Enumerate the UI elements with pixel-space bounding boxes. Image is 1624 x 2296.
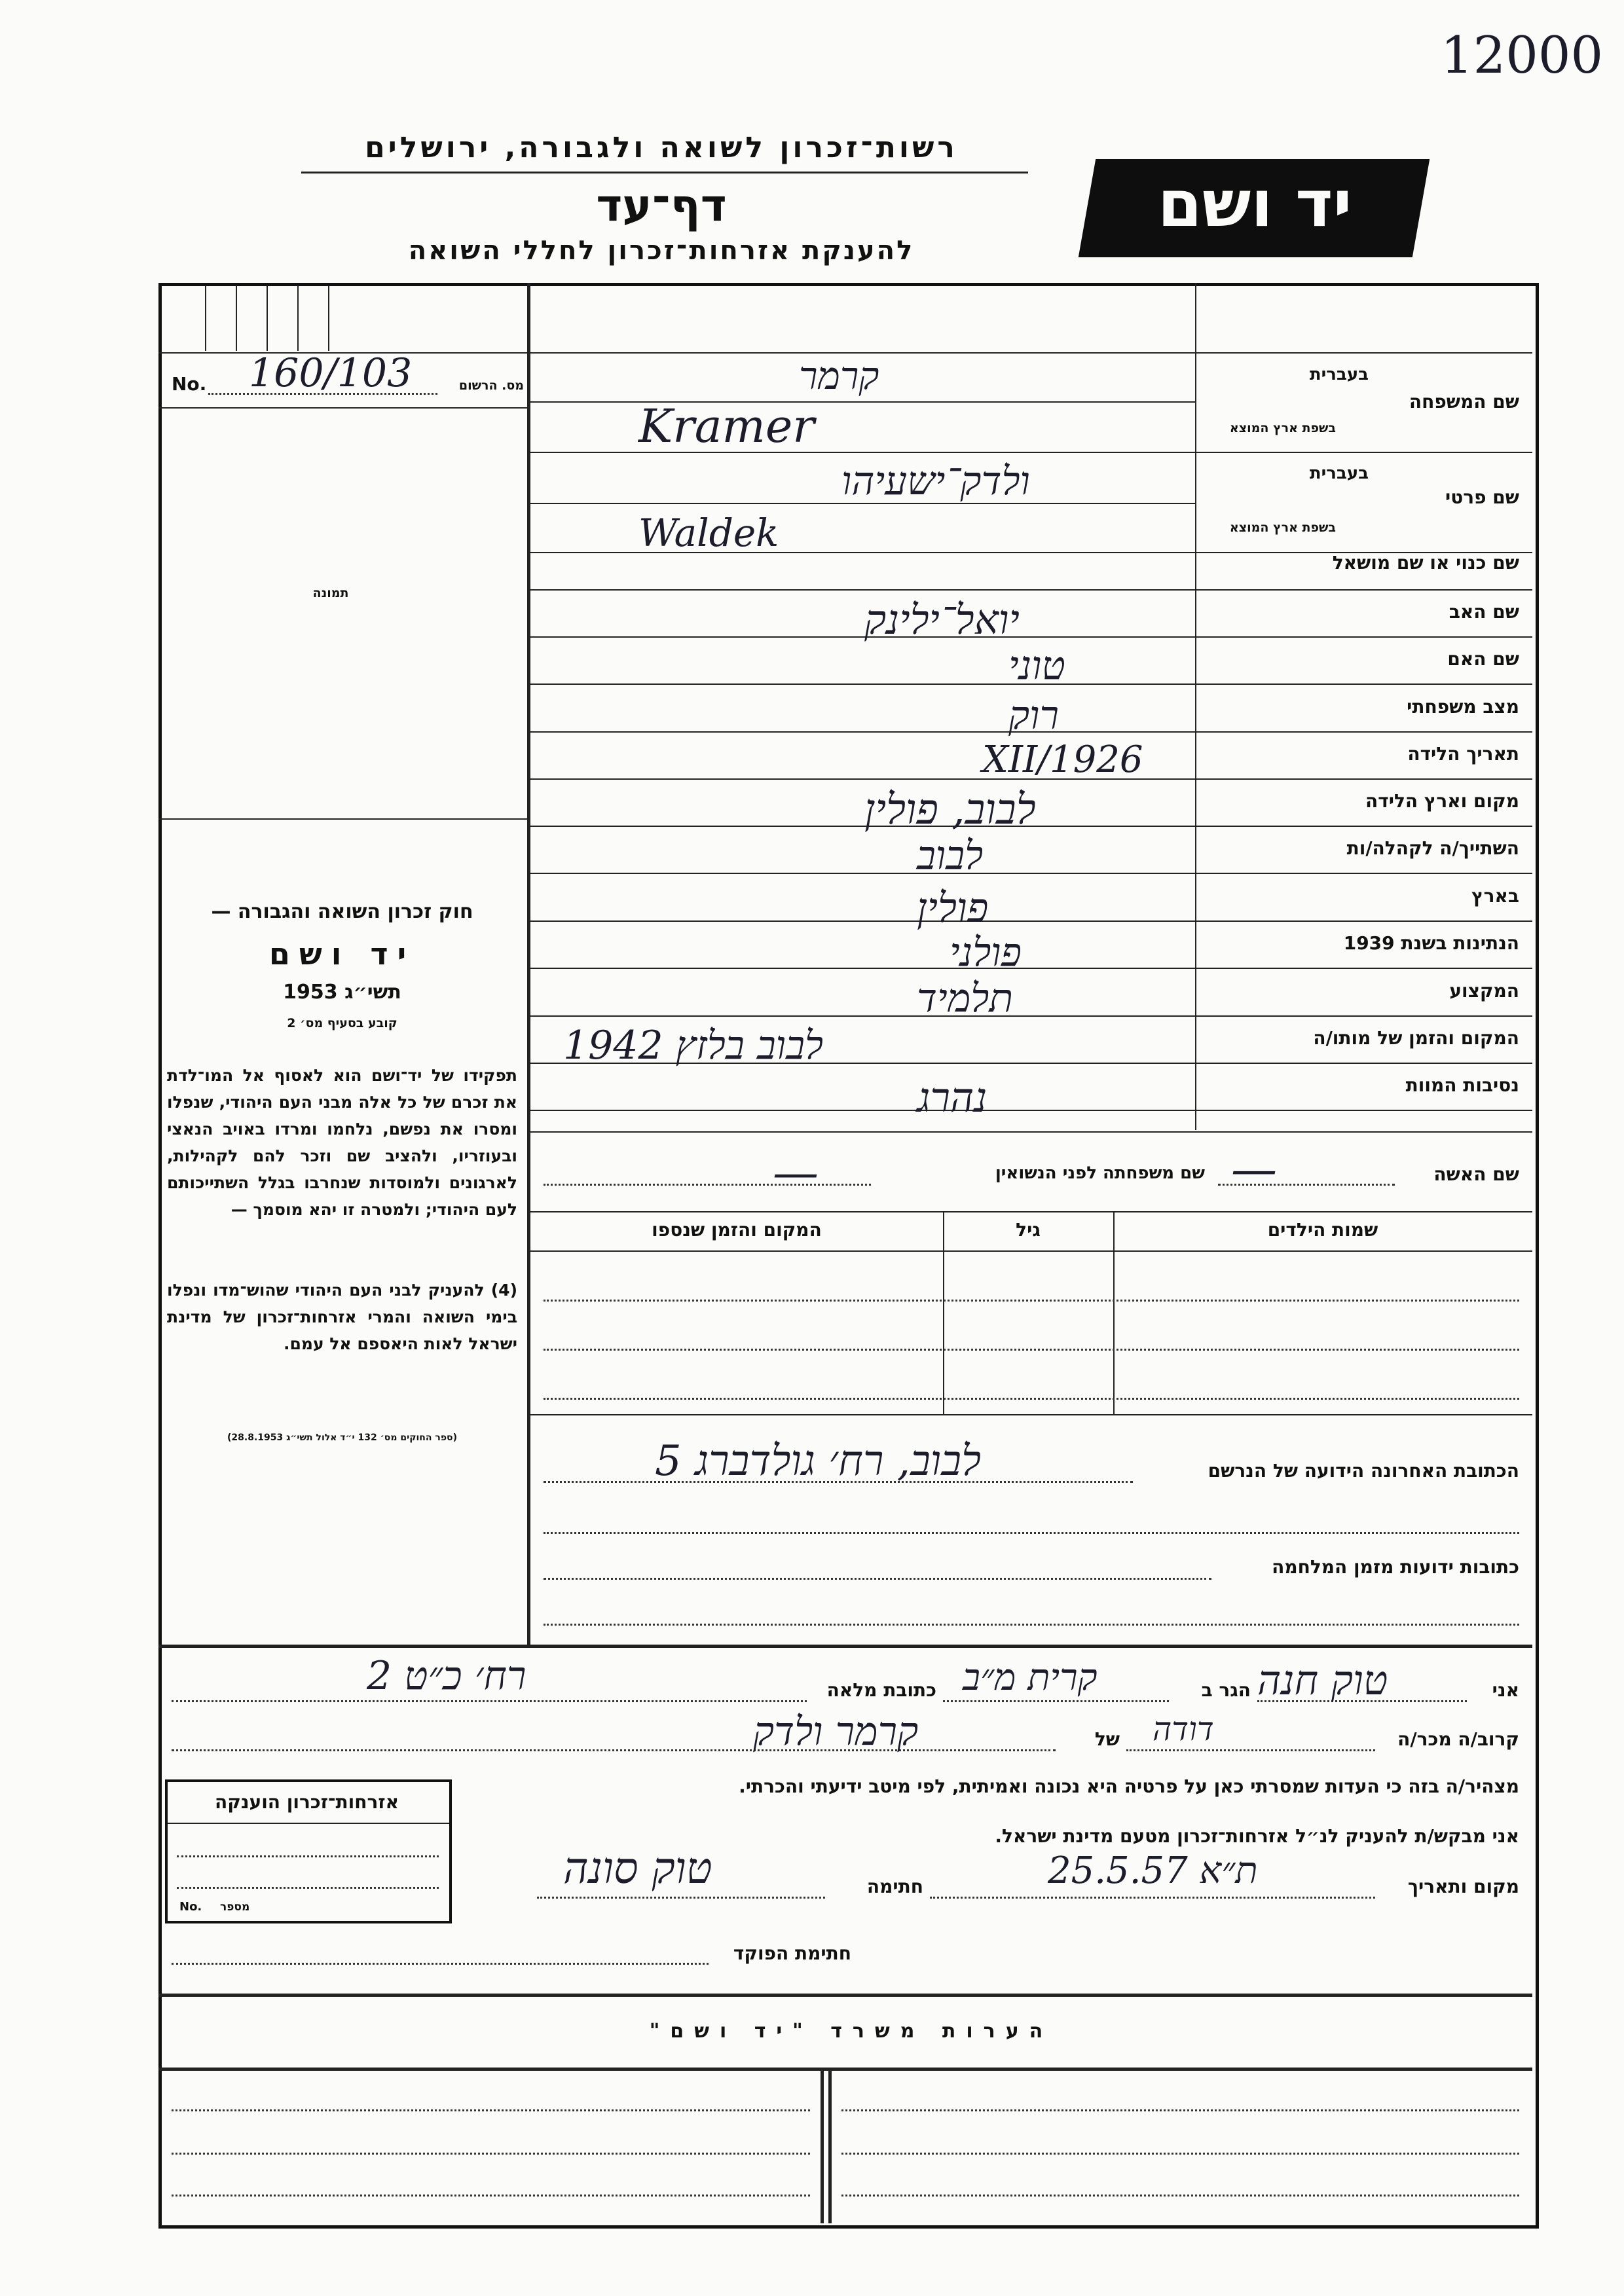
remarks-row-5: [841, 2153, 1519, 2155]
row-line-6: [528, 636, 1532, 638]
wife-label: שם האשה: [1433, 1163, 1519, 1185]
row-line-16: [528, 1110, 1532, 1111]
wife-value: —: [1231, 1142, 1277, 1196]
reg-number-underline: [158, 407, 527, 409]
resident-value: קרית מ״ב: [963, 1656, 1098, 1699]
surname-origin-value: Kramer: [638, 399, 815, 453]
mother-label: שם האם: [1447, 648, 1519, 670]
relative-label: קרוב/ה מכר/ה: [1397, 1728, 1519, 1750]
law-paragraph-2: (4) להעניק לבני העם היהודי שהוש־מדו ונפלו בימי השואה והמרי אזרחות־זכרון של מדינת ישראל לאות היאספם אל עמם.: [167, 1281, 517, 1353]
marital-status-value: רוק: [1008, 693, 1059, 738]
surname-label: שם המשפחה: [1409, 391, 1519, 412]
marital-status-label: מצב משפחתי: [1407, 696, 1519, 718]
death-circumstances-label: נסיבות המוות: [1405, 1074, 1519, 1096]
place-date-value: ת״א 25.5.57: [1048, 1850, 1258, 1892]
community-value: לבוב: [917, 833, 984, 879]
row-line-11: [528, 873, 1532, 874]
father-label: שם האב: [1449, 601, 1519, 623]
last-address-dots-2: [544, 1532, 1519, 1534]
grant-box-number-label: מספר: [220, 1901, 250, 1914]
surname-hebrew-value: קרמר: [799, 354, 879, 398]
firstname-hebrew-value: ולדק־ישעיהו: [841, 458, 1030, 504]
remarks-row-1: [172, 2109, 810, 2111]
children-names-header: שמות הילדים: [1267, 1219, 1378, 1241]
law-citation: (ספר החוקים מס׳ 132 י״ד אלול תשי״ג 28.8.1953): [227, 1432, 457, 1443]
wife-maiden-label: שם משפחתה לפני הנשואין: [995, 1163, 1205, 1183]
children-header-line: [528, 1250, 1532, 1252]
father-value: יואל־ילינק: [864, 596, 1020, 644]
children-col-divider-2: [1113, 1211, 1115, 1414]
remarks-top-line: [158, 1994, 1532, 1997]
reg-number-value: 160/103: [249, 350, 413, 396]
declarant-value: טוק חנה: [1257, 1656, 1388, 1704]
law-paragraph-1: תפקידו של יד־ושם הוא לאסוף אל המו־לדת את זכרם של כל אלה מבני העם היהודי, שנפלו ומסרו את נפשם, נלחמו ומרדו באויב הנאצי ובעוזריו, ולהציב שם וזכר להם לקהילות, לארגונים ולמוסדות שנחרבו בגלל השתייכותם לעם היהודי; ולמטרה זו יהא מוסמך —: [167, 1066, 517, 1219]
reg-number-label: מס. הרשום: [458, 378, 524, 393]
birth-place-label: מקום וארץ הלידה: [1365, 790, 1519, 812]
remarks-row-4: [841, 2109, 1519, 2111]
children-place-header: המקום והזמן שנספו: [652, 1219, 822, 1241]
firstname-origin-value: Waldek: [638, 511, 779, 555]
officer-signature-dots: [172, 1963, 709, 1965]
form-frame: [158, 283, 1539, 2229]
law-year: תשי״ג 1953: [283, 981, 401, 1004]
declaration-statement-2: אני מבקש/ת להעניק לנ״ל אזרחות־זכרון מטעם מדינת ישראל.: [995, 1825, 1519, 1847]
reg-box-2: [236, 285, 237, 351]
label-column-divider: [1195, 352, 1196, 1130]
law-name: יד ושם: [268, 936, 416, 972]
office-remarks-title: הערות משרד "יד ושם": [649, 2020, 1054, 2043]
community-label: השתייך/ה לקהלה/ות: [1346, 837, 1519, 859]
children-age-header: גיל: [1016, 1219, 1041, 1241]
signature-value: טוק סונה: [563, 1843, 712, 1893]
remarks-header-line: [158, 2068, 1532, 2071]
row-line-1: [528, 401, 1195, 403]
remarks-divider-a: [821, 2068, 824, 2223]
remarks-row-3: [172, 2195, 810, 2196]
relative-dots: [1126, 1749, 1375, 1751]
birth-place-value: לבוב, פולין: [864, 786, 1036, 834]
photo-label: תמונה: [312, 586, 349, 600]
grant-box-row-2: [177, 1887, 439, 1889]
place-date-label: מקום ותאריך: [1407, 1876, 1519, 1897]
country-label: בארץ: [1471, 885, 1519, 907]
yad-vashem-logo: [1079, 159, 1430, 257]
firstname-sub-hebrew: בעברית: [1309, 464, 1369, 483]
children-col-divider-1: [943, 1211, 944, 1414]
war-addresses-dots: [544, 1578, 1211, 1580]
row-line-14: [528, 1015, 1532, 1017]
children-row-1: [544, 1300, 1519, 1302]
place-date-dots: [930, 1897, 1375, 1899]
row-line-12: [528, 920, 1532, 922]
address-value: רח׳ כ״ט 2: [367, 1653, 526, 1699]
death-place-value: 1942 לבוב בלזץ: [563, 1023, 824, 1068]
birth-date-label: תאריך הלידה: [1407, 743, 1519, 765]
photo-bottom-line: [158, 818, 527, 820]
surname-sub-origin: בשפת ארץ המוצא: [1229, 421, 1336, 435]
wife-maiden-dots: [544, 1184, 871, 1186]
last-address-label: הכתובת האחרונה הידועה של הנרשם: [1208, 1460, 1519, 1482]
authority-underline: [301, 172, 1028, 173]
firstname-label: שם פרטי: [1445, 486, 1519, 508]
declaration-top-line: [158, 1645, 1532, 1648]
firstname-sub-origin: בשפת ארץ המוצא: [1229, 520, 1336, 535]
declaration-statement-1: מצהיר/ה בזה כי העדות שמסרתי כאן על פרטיה היא נכונה ואמיתית, לפי מיטב ידיעתי והכרתי.: [739, 1776, 1519, 1797]
address-label: כתובת מלאה: [826, 1679, 936, 1701]
war-addresses-dots-2: [544, 1624, 1519, 1626]
row-line-17: [528, 1131, 1532, 1133]
signature-dots: [537, 1897, 825, 1899]
remarks-row-6: [841, 2195, 1519, 2196]
remarks-divider-b: [828, 2068, 832, 2223]
of-label: של: [1094, 1728, 1120, 1750]
no-label: No.: [172, 373, 207, 395]
death-place-label: המקום והזמן של מותו/ה: [1313, 1027, 1519, 1049]
reg-box-5: [328, 285, 329, 351]
children-table-top: [528, 1211, 1532, 1212]
law-section: קובע בסעיף מס׳ 2: [287, 1016, 397, 1030]
form-subtitle: להענקת אזרחות־זכרון לחללי השואה: [408, 236, 915, 266]
reg-box-3: [267, 285, 268, 351]
address-dots: [172, 1700, 807, 1702]
declarant-label: אני: [1492, 1679, 1519, 1701]
resident-label: הגר ב: [1201, 1679, 1251, 1701]
mother-value: טוני: [1008, 643, 1065, 689]
archive-number: 12000: [1441, 26, 1604, 85]
wife-maiden-value: —: [773, 1146, 819, 1199]
grant-box-row-1: [177, 1855, 439, 1857]
top-box-divider: [1195, 283, 1196, 354]
last-address-value: לבוב, רח׳ גולדברג 5: [655, 1437, 982, 1485]
of-value: קרמר ולדק: [753, 1709, 919, 1755]
birth-date-value: XII/1926: [982, 738, 1143, 781]
resident-dots: [943, 1700, 1169, 1702]
reg-box-4: [297, 285, 299, 351]
signature-label: חתימה: [866, 1876, 923, 1897]
row-line-13: [528, 968, 1532, 969]
war-addresses-label: כתובות ידועות מזמן המלחמה: [1272, 1556, 1519, 1578]
relative-value: דודה: [1153, 1710, 1214, 1748]
nickname-label: שם כנוי או שם מושאל: [1332, 552, 1519, 574]
logo-text: יד ושם: [1157, 167, 1352, 242]
citizenship-value: פולני: [950, 930, 1022, 975]
children-table-bottom: [528, 1414, 1532, 1415]
reg-box-1: [205, 285, 206, 351]
officer-signature-label: חתימת הפוקד: [733, 1942, 851, 1964]
authority-line: רשות־זכרון לשואה ולגבורה, ירושלים: [365, 131, 958, 164]
grant-box-title-line: [168, 1823, 449, 1824]
grant-box-title: אזרחות־זכרון הוענקה: [215, 1791, 399, 1813]
surname-sub-hebrew: בעברית: [1309, 365, 1369, 384]
row-line-5: [528, 589, 1532, 591]
of-dots: [172, 1749, 1056, 1751]
remarks-row-2: [172, 2153, 810, 2155]
left-column-divider: [527, 283, 530, 1646]
children-row-3: [544, 1398, 1519, 1400]
grant-box-no-label: No.: [179, 1900, 202, 1914]
profession-value: תלמיד: [917, 975, 1013, 1021]
form-title: דף־עד: [596, 180, 727, 232]
citizenship-label: הנתינות בשנת 1939: [1343, 932, 1519, 954]
children-row-2: [544, 1349, 1519, 1351]
law-title: חוק זכרון השואה והגבורה —: [211, 900, 473, 923]
grant-box: [165, 1779, 452, 1923]
death-circumstances-value: נהרג: [917, 1074, 987, 1121]
country-value: פולין: [917, 884, 989, 932]
profession-label: המקצוע: [1449, 980, 1519, 1002]
